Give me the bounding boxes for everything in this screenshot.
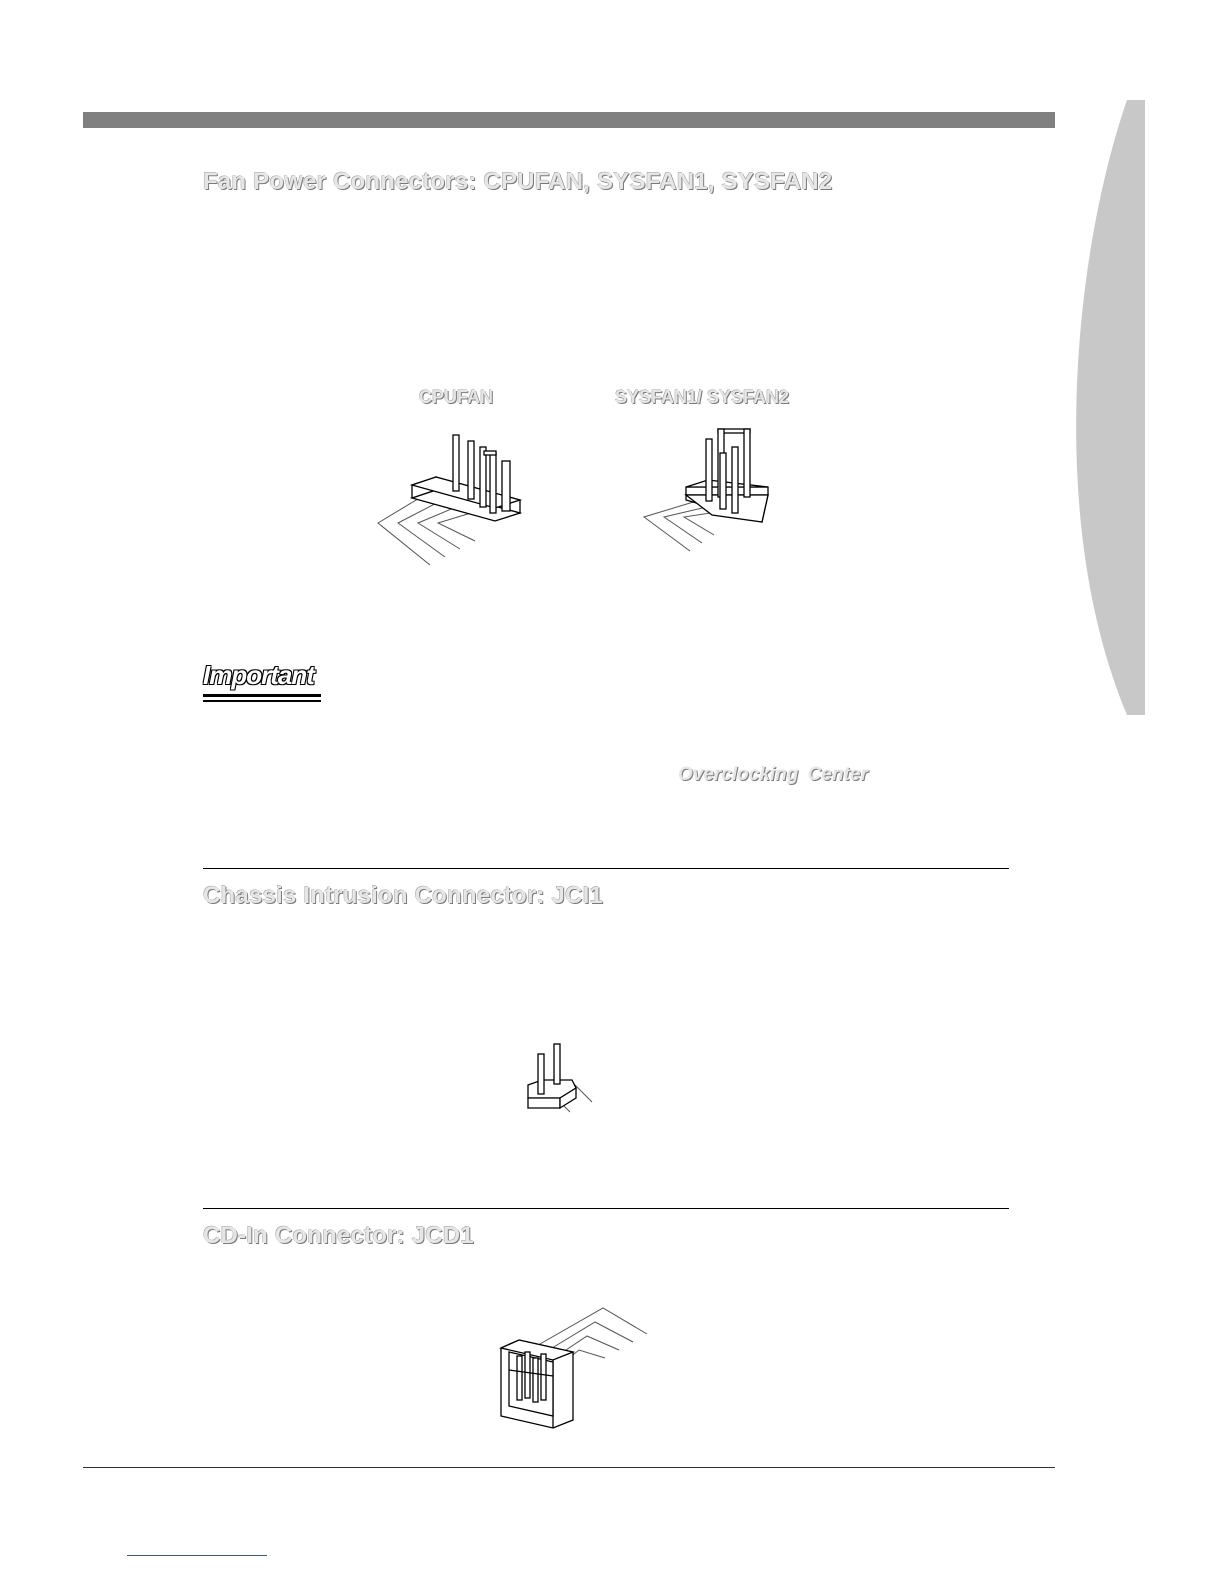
cd-in-title: CD-In Connector: JCD1 (203, 1222, 474, 1249)
sysfan-label: SYSFAN1/ SYSFAN2 (615, 387, 790, 407)
footer-divider (83, 1467, 1055, 1468)
footer-mark (127, 1555, 267, 1556)
important-underline-2 (203, 700, 321, 702)
overclocking-center-text: Overclocking Center (678, 764, 868, 785)
chassis-intrusion-title: Chassis Intrusion Connector: JCI1 (203, 882, 603, 909)
sysfan-connector-diagram (640, 425, 790, 555)
fan-connectors-title: Fan Power Connectors: CPUFAN, SYSFAN1, SYSFAN2 (203, 168, 833, 195)
important-underline (203, 694, 321, 697)
jci1-connector-diagram (520, 1040, 600, 1120)
section-divider (203, 1208, 1009, 1209)
jcd1-connector-diagram (495, 1300, 655, 1435)
header-bar (83, 112, 1055, 128)
important-heading: Important (203, 660, 314, 690)
section-divider (203, 868, 1009, 869)
chapter-side-tab (1055, 100, 1145, 715)
cpufan-connector-diagram (370, 425, 540, 570)
cpufan-label: CPUFAN (419, 387, 494, 407)
